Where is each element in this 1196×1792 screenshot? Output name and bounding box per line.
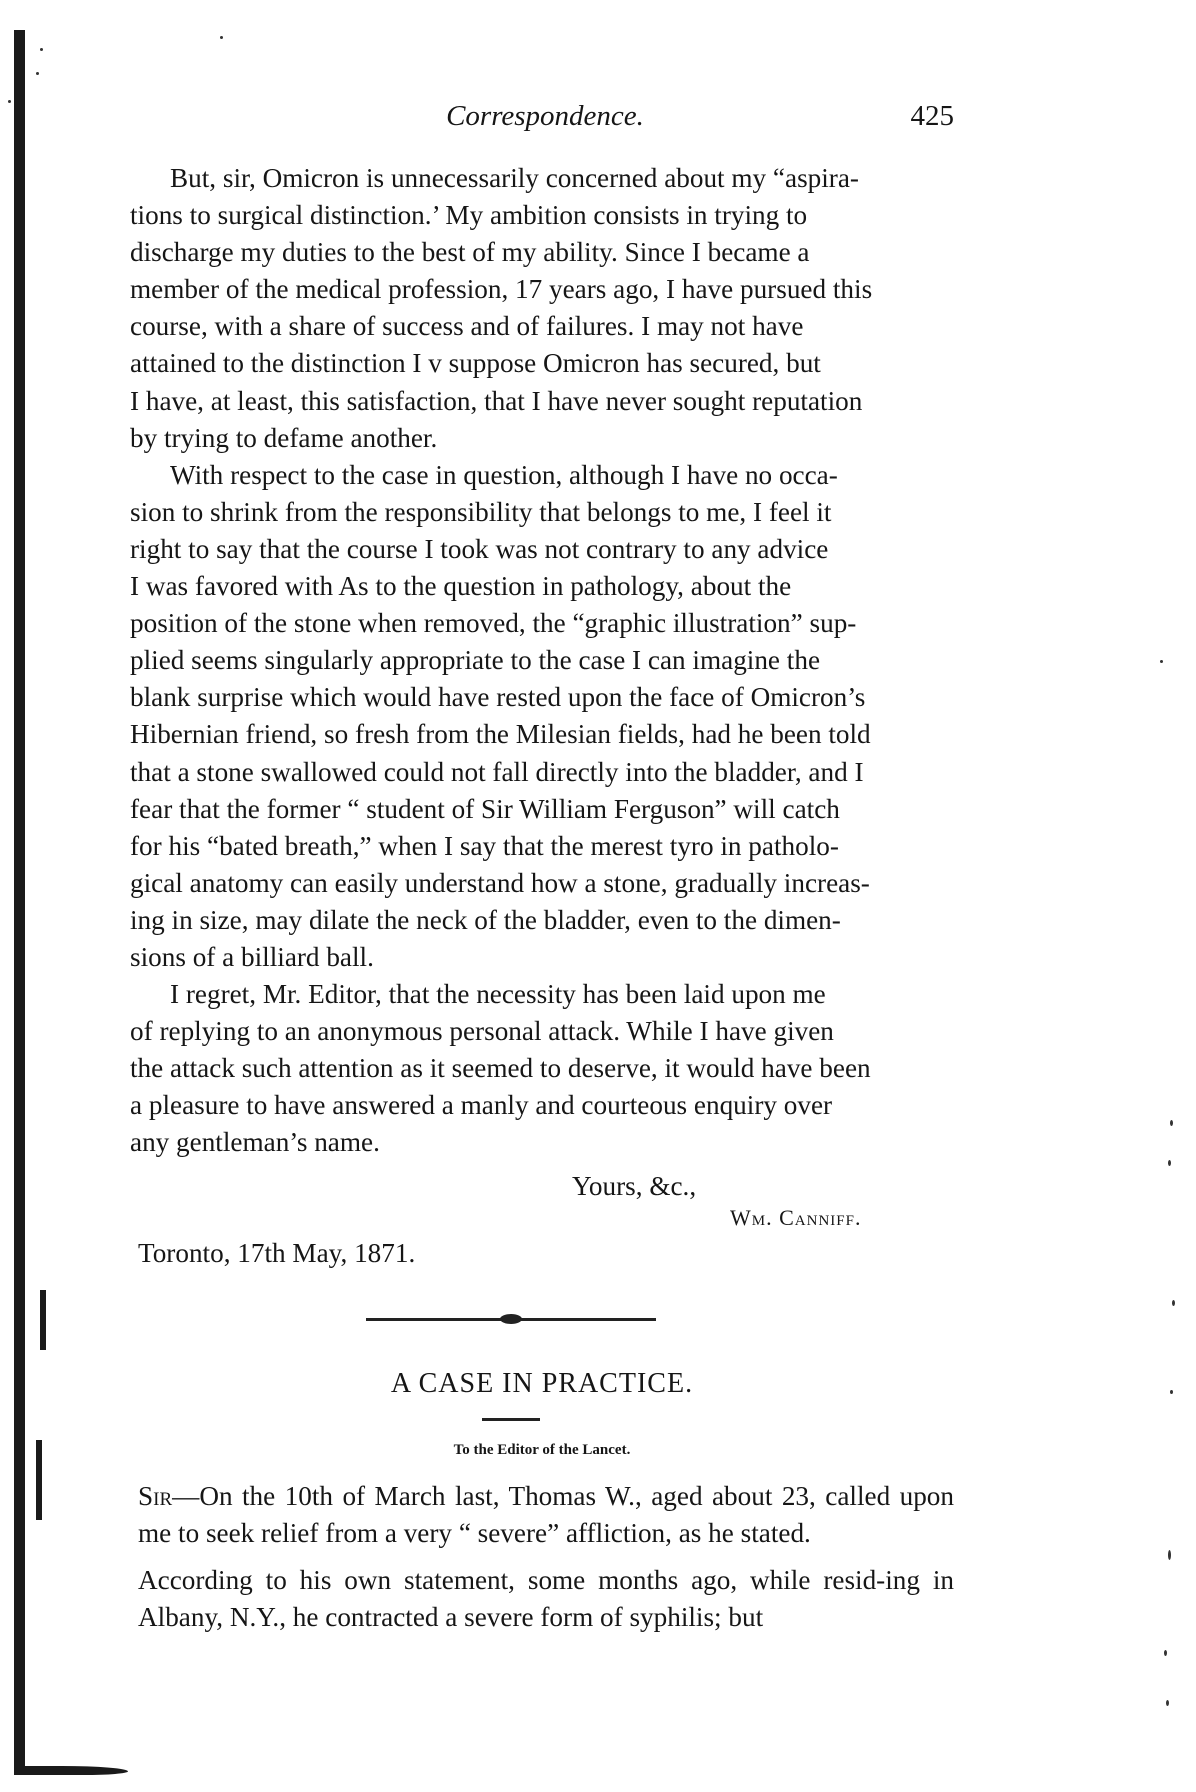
body-line: plied seems singularly appropriate to the case I can imagine the — [130, 645, 821, 676]
speck — [40, 48, 43, 51]
valediction: Yours, &c., — [572, 1171, 697, 1201]
speck — [1164, 1650, 1167, 1656]
body-line: of replying to an anonymous personal attack. While I have given — [130, 1016, 834, 1047]
article-addressee: To the Editor of the Lancet. — [453, 1442, 631, 1458]
body-line: attained to the distinction I v suppose Omicron has secured, but — [130, 348, 821, 379]
body-line: discharge my duties to the best of my ability. Since I became a — [130, 237, 810, 268]
body-line: blank surprise which would have rested upon the face of Omicron’s — [130, 682, 866, 713]
binding-edge-nick — [36, 1440, 42, 1520]
running-head — [130, 100, 960, 140]
body-line: that a stone swallowed could not fall directly into the bladder, and I — [130, 756, 864, 787]
article-paragraph-text: —On the 10th of March last, Thomas W., aged about 23, called upon me to seek relief from a very “ severe” affliction, as he stated. — [138, 1481, 954, 1548]
article-heading: A CASE IN PRACTICE. — [390, 1368, 694, 1399]
body-line: a pleasure to have answered a manly and courteous enquiry over — [130, 1090, 833, 1121]
body-line: the attack such attention as it seemed to deserve, it would have been — [130, 1053, 871, 1084]
binding-edge — [14, 30, 25, 1775]
salutation: Sir — [138, 1481, 173, 1511]
body-line: position of the stone when removed, the “graphic illustration” sup- — [130, 608, 857, 639]
body-line: by trying to defame another. — [130, 422, 438, 453]
heading-rule — [482, 1418, 540, 1421]
binding-edge-nick — [40, 1290, 46, 1350]
place-date: Toronto, 17th May, 1871. — [138, 1238, 416, 1268]
body-line: tions to surgical distinction.’ My ambition consists in trying to — [130, 200, 808, 231]
body-line: Hibernian friend, so fresh from the Milesian fields, had he been told — [130, 719, 871, 750]
page-number: 425 — [910, 100, 954, 132]
body-line: I regret, Mr. Editor, that the necessity has been laid upon me — [170, 979, 826, 1010]
body-line: for his “bated breath,” when I say that the merest tyro in patholo- — [130, 830, 839, 861]
speck — [1172, 1300, 1175, 1306]
body-line: right to say that the course I took was not contrary to any advice — [130, 533, 829, 564]
article-body — [138, 1478, 954, 1646]
speck — [36, 72, 39, 75]
binding-edge-foot — [18, 1766, 128, 1775]
body-line: any gentleman’s name. — [130, 1127, 380, 1158]
article-paragraph — [138, 1478, 954, 1552]
letter-body — [130, 160, 954, 1162]
body-line: With respect to the case in question, although I have no occa- — [170, 459, 838, 490]
speck — [8, 100, 11, 103]
body-line: I have, at least, this satisfaction, that I have never sought reputation — [130, 385, 863, 416]
body-line: fear that the former “ student of Sir William Ferguson” will catch — [130, 793, 840, 824]
body-line: course, with a share of success and of failures. I may not have — [130, 311, 804, 342]
speck — [1166, 1700, 1169, 1706]
speck — [1160, 660, 1163, 663]
speck — [1168, 1160, 1171, 1166]
body-line: I was favored with As to the question in pathology, about the — [130, 571, 792, 602]
body-line: sions of a billiard ball. — [130, 941, 374, 972]
speck — [1170, 1390, 1173, 1394]
article-paragraph: According to his own statement, some months ago, while resid-ing in Albany, N.Y., he contracted a severe form of syphilis; but — [138, 1565, 954, 1632]
signature: Wm. Canniff. — [730, 1205, 862, 1230]
speck — [1170, 1120, 1173, 1126]
body-line: ing in size, may dilate the neck of the bladder, even to the dimen- — [130, 904, 841, 935]
body-line: gical anatomy can easily understand how a stone, gradually increas- — [130, 867, 870, 898]
speck — [220, 36, 223, 39]
running-title: Correspondence. — [446, 100, 644, 132]
speck — [1168, 1550, 1171, 1560]
body-line: member of the medical profession, 17 years ago, I have pursued this — [130, 274, 873, 305]
body-line: sion to shrink from the responsibility that belongs to me, I feel it — [130, 496, 832, 527]
body-line: But, sir, Omicron is unnecessarily concerned about my “aspira- — [170, 163, 859, 193]
divider-ornament-icon — [498, 1311, 524, 1327]
